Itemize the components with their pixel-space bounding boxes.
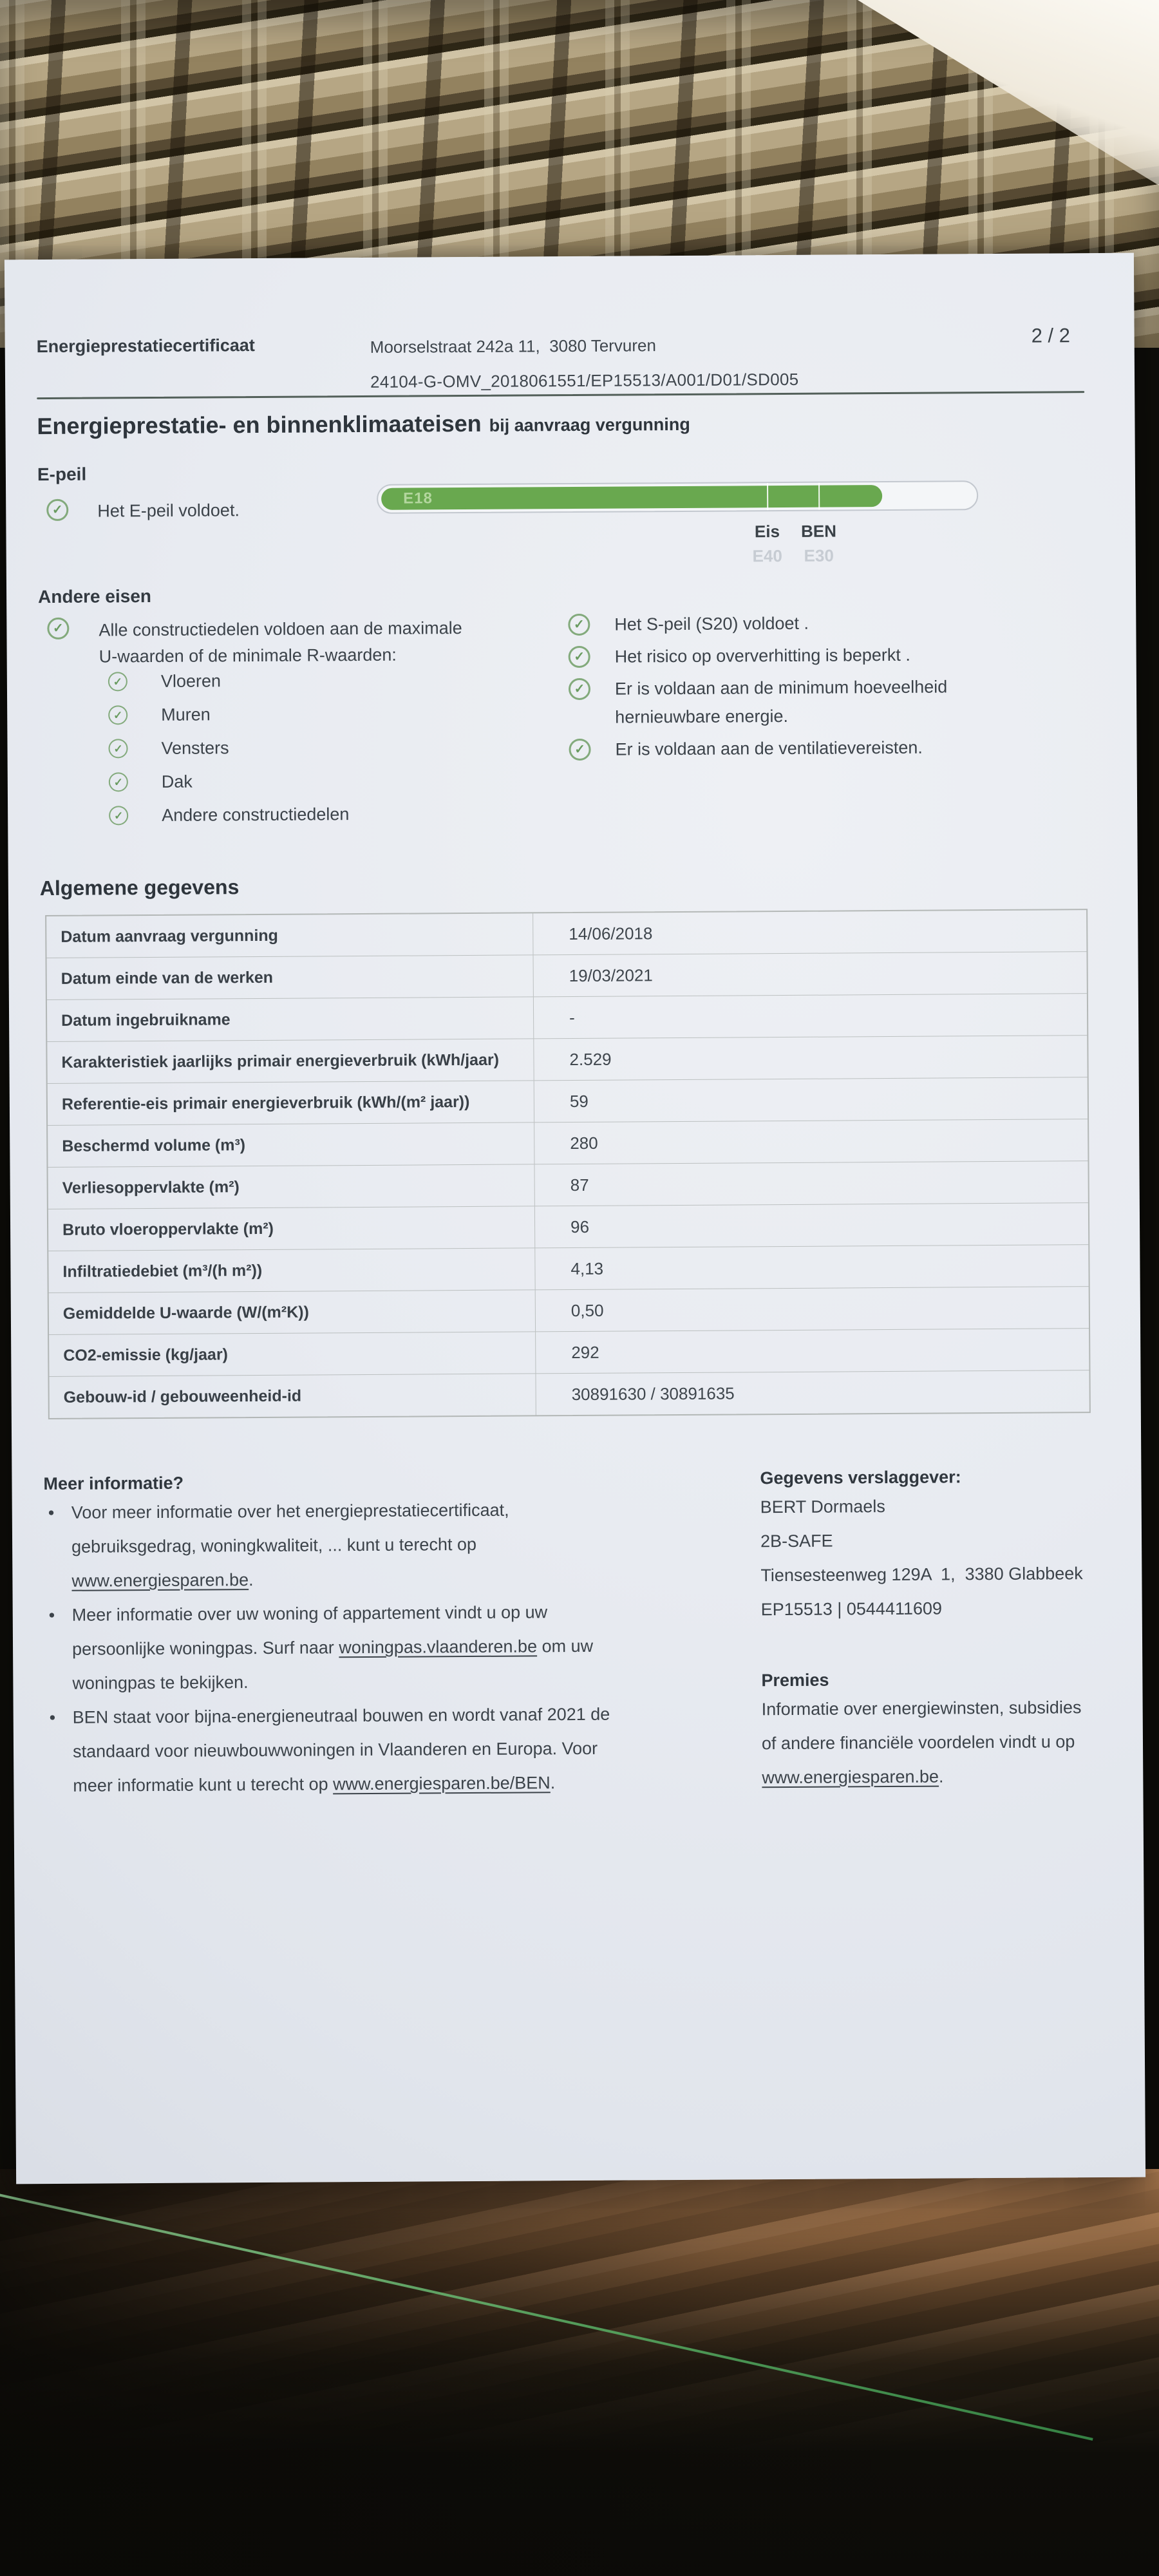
check-circle-icon: ✓ (108, 739, 127, 758)
checklist-item-label: Dak (161, 772, 193, 791)
text-segment: standaard voor nieuwbouwwoningen in Vlaanderen en Europa. Voor (72, 1738, 598, 1761)
text-segment: Informatie over energiewinsten, subsidies (761, 1698, 1082, 1719)
bullet-line (71, 1528, 509, 1564)
check-circle-icon: ✓ (109, 772, 128, 791)
epeil-heading: E-peil (37, 464, 87, 485)
link-text: www.energiesparen.be (762, 1766, 939, 1788)
bullet-line (72, 1663, 593, 1701)
checklist-item-label: Er is voldaan aan de ventilatievereisten. (615, 737, 923, 759)
bullet-text (73, 1698, 611, 1803)
row-label: Referentie-eis primair energieverbruik (kWh/(m² jaar)) (61, 1092, 470, 1113)
bullet-line (72, 1595, 593, 1633)
text-segment: Meer informatie over uw woning of appartement vindt u op uw (71, 1602, 548, 1625)
check-circle-icon: ✓ (46, 499, 68, 521)
ben-value: E30 (804, 545, 834, 565)
main-requirement-item (47, 615, 462, 670)
row-label: Datum aanvraag vergunning (61, 926, 278, 946)
certificate-code: 24104-G-OMV_2018061551/EP15513/A001/D01/SD005 (370, 369, 799, 392)
epeil-scale-bar (377, 480, 978, 514)
link-text: www.energiesparen.be (71, 1570, 249, 1591)
check-circle-icon: ✓ (109, 806, 128, 825)
text-segment: woningpas te bekijken. (72, 1672, 249, 1693)
checklist-item (108, 697, 348, 732)
table-row (47, 1035, 1087, 1083)
premies-line (762, 1759, 1082, 1795)
eis-tick-mark (767, 483, 768, 510)
row-value: - (533, 994, 1087, 1038)
eis-value: E40 (752, 546, 782, 566)
row-label: Infiltratiedebiet (m³/(h m²)) (62, 1261, 263, 1281)
check-circle-icon: ✓ (108, 705, 127, 724)
bullet-line (73, 1698, 610, 1735)
text-segment: persoonlijke woningpas. Surf naar (71, 1638, 339, 1659)
row-label: Gebouw-id / gebouweenheid-id (63, 1387, 302, 1406)
reporter-line: Tiensesteenweg 129A 1, 3380 Glabbeek (760, 1564, 1083, 1586)
row-value: 30891630 / 30891635 (535, 1370, 1089, 1415)
property-address: Moorselstraat 242a 11, 3080 Tervuren (370, 336, 657, 357)
document-type-title: Energieprestatiecertificaat (36, 336, 255, 357)
text-segment: . (248, 1570, 254, 1590)
table-row (49, 1370, 1089, 1418)
reporter-title: Gegevens verslaggever: (760, 1467, 961, 1488)
certificate-page (5, 253, 1145, 2184)
checklist-item (108, 663, 348, 698)
bullet-dot-icon: • (49, 1707, 56, 1728)
row-value: 280 (534, 1119, 1088, 1164)
row-value: 4,13 (534, 1245, 1088, 1289)
row-value: 0,50 (535, 1287, 1089, 1331)
checklist-item (108, 730, 348, 765)
premies-line (762, 1725, 1082, 1761)
check-circle-icon: ✓ (108, 672, 127, 691)
text-segment: of andere financiële voordelen vindt u op (761, 1732, 1075, 1754)
row-label: CO2-emissie (kg/jaar) (63, 1345, 229, 1365)
row-label: Karakteristiek jaarlijks primair energieverbruik (kWh/jaar) (61, 1050, 500, 1072)
checklist-item (109, 764, 349, 799)
row-value: 292 (535, 1329, 1089, 1373)
row-value: 96 (534, 1203, 1088, 1247)
checklist-item-label: Vloeren (160, 670, 221, 691)
bullet-line (72, 1629, 593, 1667)
row-label: Beschermd volume (m³) (62, 1135, 246, 1155)
checklist-item-label: Muren (161, 704, 211, 724)
premies-text (762, 1690, 1082, 1795)
bullet-line (73, 1732, 610, 1769)
check-circle-icon: ✓ (569, 678, 590, 700)
epeil-value-bar (381, 485, 882, 510)
check-circle-icon: ✓ (569, 646, 590, 668)
text-segment: . (550, 1773, 556, 1793)
check-circle-icon: ✓ (47, 618, 69, 639)
text-segment: . (938, 1766, 944, 1786)
epeil-badge: E18 (403, 489, 433, 507)
check-circle-icon: ✓ (568, 614, 590, 636)
check-circle-icon: ✓ (569, 739, 590, 761)
checklist-item (109, 797, 349, 832)
header-divider (37, 391, 1084, 399)
bullet-text (72, 1595, 594, 1701)
andere-eisen-heading: Andere eisen (37, 586, 152, 607)
link-text: woningpas.vlaanderen.be (339, 1636, 538, 1658)
wicker-chair-background-bottom (0, 2169, 1159, 2576)
row-value: 59 (534, 1077, 1088, 1122)
table-row (46, 910, 1086, 958)
row-label: Bruto vloeroppervlakte (m²) (62, 1219, 274, 1239)
bullet-line (73, 1766, 610, 1803)
checklist-item (569, 732, 1109, 764)
checklist-item-label: Andere constructiedelen (162, 804, 350, 825)
general-data-table (45, 909, 1091, 1419)
premies-line (762, 1690, 1082, 1727)
text-segment: Voor meer informatie over het energieprestatiecertificaat, (71, 1500, 509, 1522)
checklist-item (569, 639, 1109, 671)
reporter-line: 2B-SAFE (760, 1531, 833, 1551)
bullet-line (71, 1562, 509, 1598)
reporter-line: EP15513 | 0544411609 (760, 1598, 943, 1620)
text-segment: gebruiksgedrag, woningkwaliteit, ... kunt u terecht op (71, 1534, 477, 1557)
row-label: Datum einde van de werken (61, 968, 274, 988)
checklist-item-label: Het S-peil (S20) voldoet . (614, 613, 809, 634)
text-segment: om uw (536, 1636, 594, 1656)
link-text: www.energiesparen.be/BEN (332, 1773, 551, 1794)
table-row (48, 1077, 1088, 1125)
main-requirement-text: Alle constructiedelen voldoen aan de maximale U-waarden of de minimale R-waarden: (99, 618, 462, 667)
section-title (37, 409, 690, 440)
epeil-status-text: Het E-peil voldoet. (97, 500, 240, 521)
checklist-item (569, 672, 1110, 732)
bullet-dot-icon: • (48, 1605, 55, 1625)
row-value: 2.529 (533, 1036, 1087, 1080)
table-row (48, 1160, 1088, 1209)
checklist-item (568, 607, 1109, 639)
more-info-list (48, 1492, 739, 1803)
reporter-line: BERT Dormaels (760, 1497, 885, 1517)
section-title-suffix: bij aanvraag vergunning (489, 414, 690, 435)
page-number: 2 / 2 (1031, 324, 1071, 347)
text-segment: BEN staat voor bijna-energieneutraal bouwen en wordt vanaf 2021 de (72, 1704, 610, 1727)
ben-tick-mark (818, 483, 820, 510)
table-row (47, 993, 1087, 1041)
premies-title: Premies (761, 1670, 829, 1690)
table-row (48, 1202, 1088, 1251)
row-value: 19/03/2021 (533, 952, 1087, 996)
ben-label: BEN (800, 521, 837, 541)
bullet-text (71, 1493, 510, 1598)
right-requirements-list (568, 607, 1109, 768)
text-segment: meer informatie kunt u terecht op (73, 1774, 334, 1795)
section-title-main: Energieprestatie- en binnenklimaateisen (37, 410, 482, 440)
row-value: 14/06/2018 (532, 910, 1086, 954)
bullet-line (71, 1493, 509, 1530)
table-row (48, 1244, 1088, 1293)
checklist-item-label: Het risico op oververhitting is beperkt . (614, 645, 910, 667)
more-info-title: Meer informatie? (43, 1473, 184, 1494)
row-label: Datum ingebruikname (61, 1010, 231, 1030)
bullet-item (49, 1594, 739, 1701)
row-label: Verliesoppervlakte (m²) (62, 1177, 240, 1197)
table-title: Algemene gegevens (39, 875, 240, 900)
bullet-dot-icon: • (48, 1502, 55, 1523)
table-row (47, 951, 1087, 999)
checklist-item-label: Er is voldaan aan de minimum hoeveelheid hernieuwbare energie. (614, 677, 948, 727)
reporter-details (760, 1488, 1084, 1627)
bullet-item (50, 1696, 739, 1803)
bullet-item (48, 1492, 738, 1598)
row-label: Gemiddelde U-waarde (W/(m²K)) (62, 1303, 309, 1323)
table-row (49, 1328, 1089, 1376)
sub-requirements-list (108, 663, 350, 832)
eis-label: Eis (754, 522, 780, 542)
table-row (49, 1286, 1089, 1334)
row-value: 87 (534, 1161, 1088, 1206)
table-row (48, 1119, 1088, 1167)
checklist-item-label: Vensters (161, 737, 229, 758)
